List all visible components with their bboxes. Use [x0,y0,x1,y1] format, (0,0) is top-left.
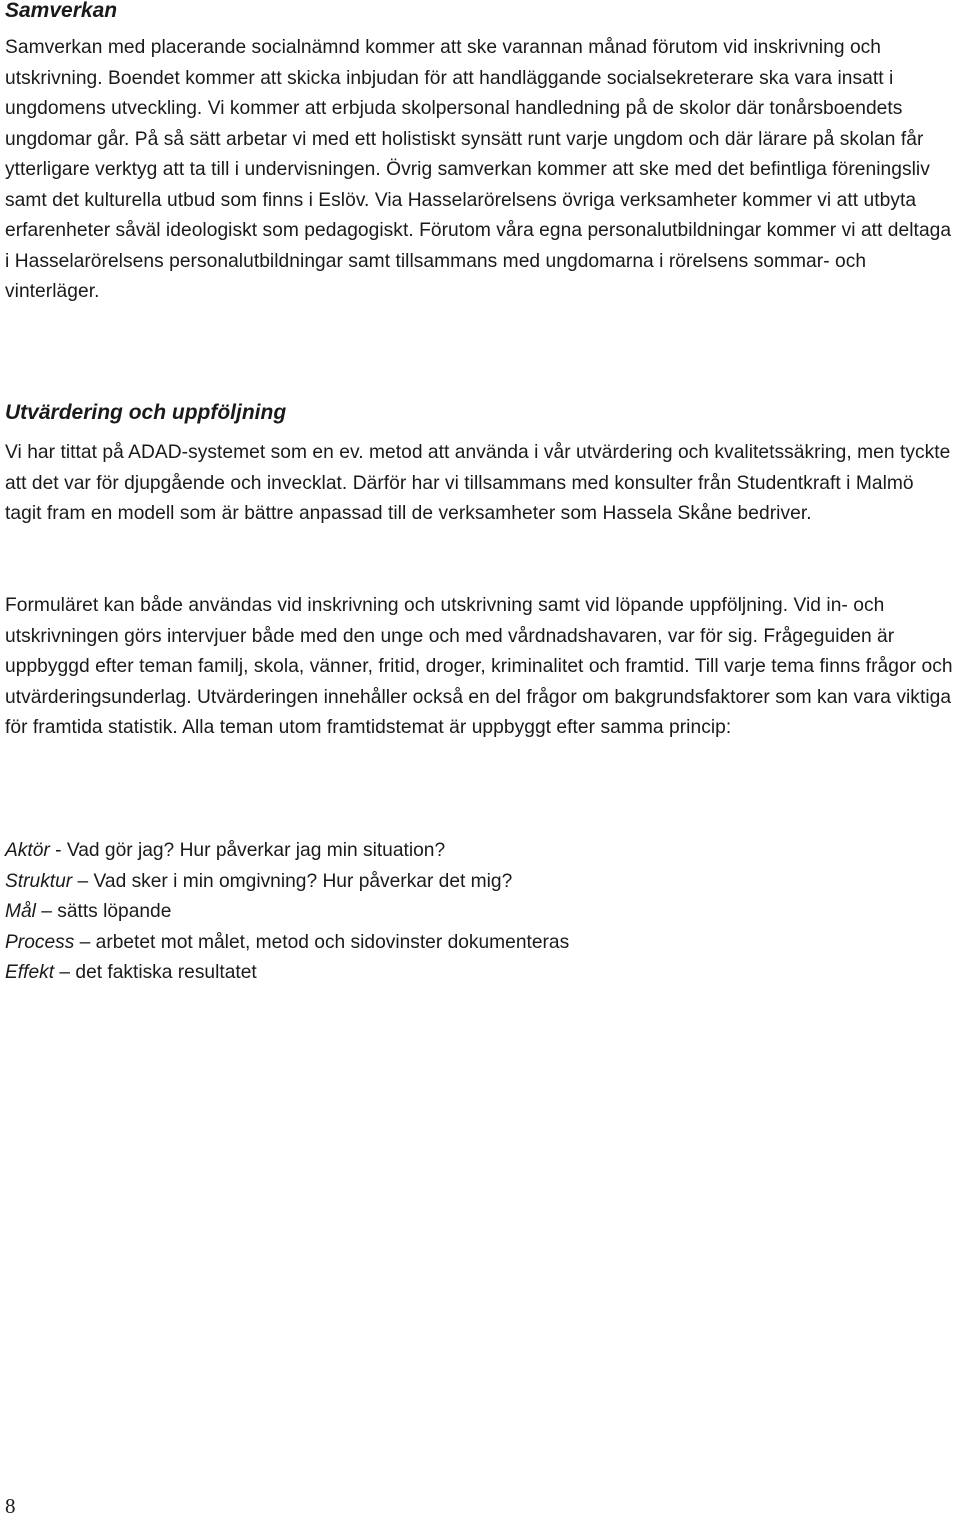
principle-term: Mål [5,901,36,922]
list-item [5,867,955,898]
principle-term: Effekt [5,962,55,983]
principle-term: Aktör [5,840,50,861]
list-item [5,836,955,867]
principle-description: – sätts löpande [35,901,172,922]
principle-description: – arbetet mot målet, metod och sidovinster dokumenteras [74,931,570,953]
page-number: 8 [5,1494,16,1518]
principle-term: Process [5,931,75,953]
principle-description: – det faktiska resultatet [54,962,257,983]
list-item [5,958,955,989]
principle-description: - Vad gör jag? Hur påverkar jag min situation? [49,840,446,861]
section-heading-utvardering: Utvärdering och uppföljning [5,401,287,424]
principle-list [5,836,955,989]
samverkan-paragraph: Samverkan med placerande socialnämnd kommer att ske varannan månad förutom vid inskrivning och utskrivning. Boendet kommer att skicka inbjudan för att handläggande socialsekreterare ska vara insatt i ungdomens utveckling. Vi kommer att erbjuda skolpersonal handledning på de skolor där tonårsboendets ungdomar går. På så sätt arbetar vi med ett holistiskt synsätt runt varje ungdom och där lärare på skolan får ytterligare verktyg att ta till i undervisningen. Övrig samverkan kommer att ske med det befintliga föreningsliv samt det kulturella utbud som finns i Eslöv. Via Hasselarörelsens övriga verksamheter kommer vi att utbyta erfarenheter såväl ideologiskt som pedagogiskt. Förutom våra egna personalutbildningar kommer vi att deltaga i Hasselarörelsens personalutbildningar samt tillsammans med ungdomarna i rörelsens sommar- och vinterläger. [5,37,952,302]
section-heading-samverkan: Samverkan [5,0,118,22]
utvardering-paragraph-2: Formuläret kan både användas vid inskrivning och utskrivning samt vid löpande uppföljning. Vid in- och utskrivningen görs intervjuer både med den unge och med vårdnadshavaren, var för sig. Frågeguiden är uppbyggd efter teman familj, skola, vänner, fritid, droger, kriminalitet och framtid. Till varje tema finns frågor och utvärderingsunderlag. Utvärderingen innehåller också en del frågor om bakgrundsfaktorer som kan vara viktiga för framtida statistik. Alla teman utom framtidstemat är uppbyggt efter samma princip: [5,595,953,738]
utvardering-paragraph-1: Vi har tittat på ADAD-systemet som en ev. metod att använda i vår utvärdering och kvalitetssäkring, men tyckte att det var för djupgående och invecklat. Därför har vi tillsammans med konsulter från Studentkraft i Malmö tagit fram en modell som är bättre anpassad till de verksamheter som Hassela Skåne bedriver. [5,442,951,524]
list-item [5,928,955,959]
principle-term: Struktur [5,870,73,892]
principle-description: – Vad sker i min omgivning? Hur påverkar det mig? [72,870,513,892]
list-item [5,897,955,928]
